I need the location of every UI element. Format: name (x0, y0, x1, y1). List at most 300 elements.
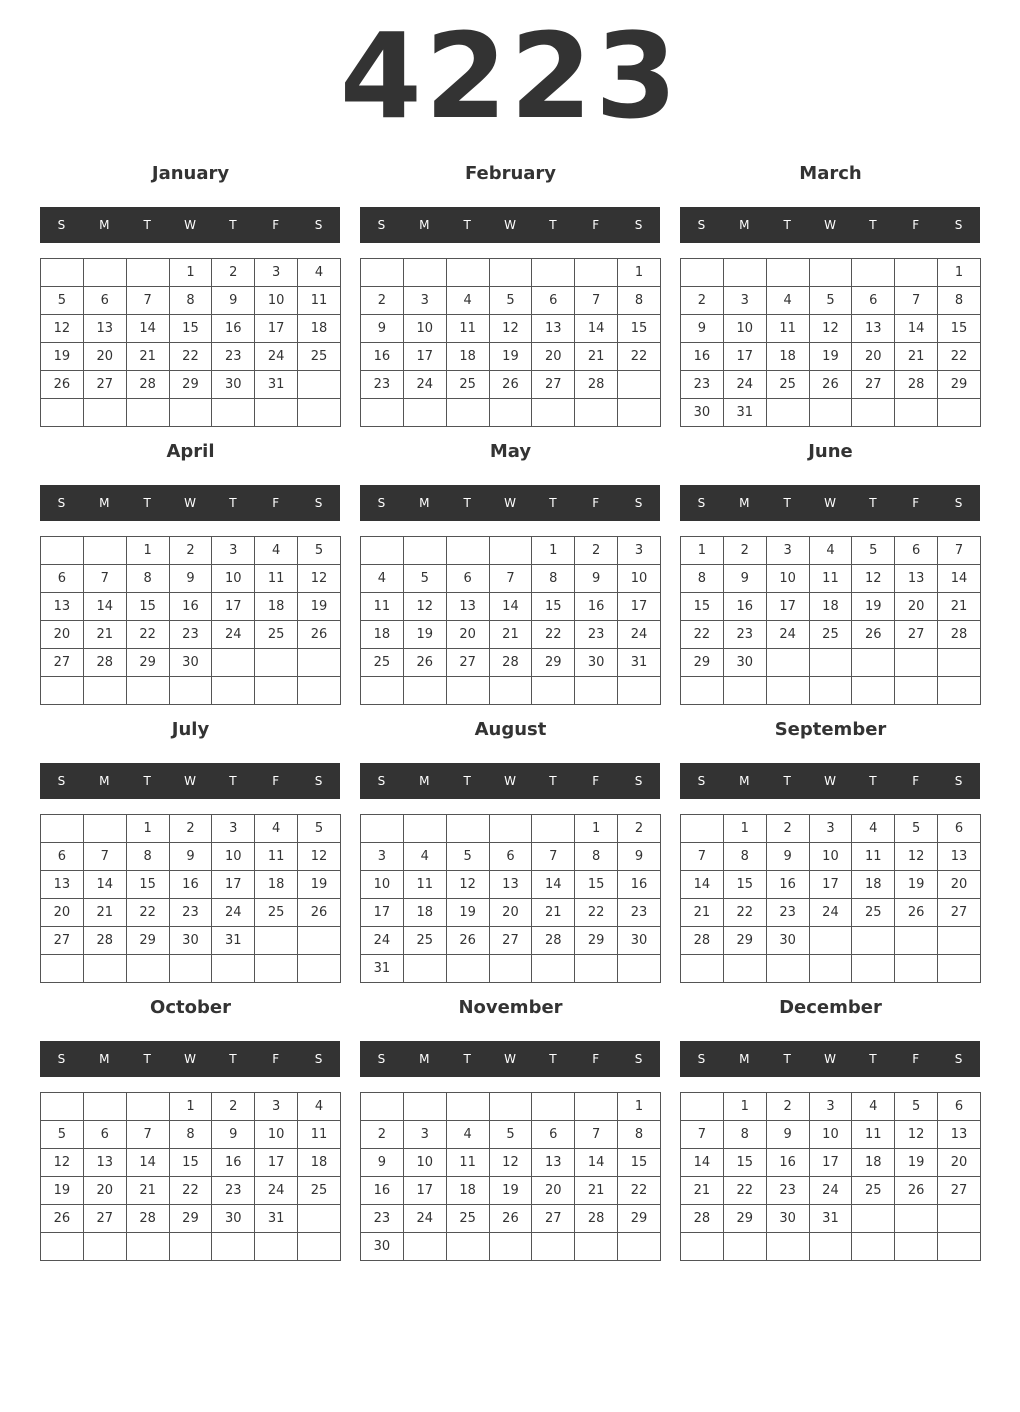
day-cell: 17 (361, 899, 404, 927)
week-row (41, 1205, 341, 1233)
weekday-label: T (229, 496, 237, 510)
day-cell: 27 (852, 371, 895, 399)
week-row (41, 1177, 341, 1205)
month-name: August (474, 719, 547, 740)
empty-day-cell (41, 815, 84, 843)
week-row (41, 899, 341, 927)
weekday-label: W (184, 218, 196, 232)
week-row (361, 677, 661, 705)
day-cell: 11 (809, 565, 852, 593)
day-cell: 9 (361, 1149, 404, 1177)
weekday-label: M (739, 1052, 750, 1066)
weekday-label: M (99, 1052, 110, 1066)
day-cell: 10 (809, 1121, 852, 1149)
year-title: 4223 (339, 7, 681, 145)
empty-day-cell (298, 399, 341, 427)
weekday-label: S (377, 1052, 386, 1066)
day-cell: 27 (938, 1177, 981, 1205)
weekday-label: S (377, 218, 386, 232)
empty-day-cell (361, 537, 404, 565)
day-cell: 30 (766, 1205, 809, 1233)
week-row (41, 843, 341, 871)
day-cell: 15 (723, 1149, 766, 1177)
day-cell: 2 (169, 815, 212, 843)
day-cell: 5 (41, 1121, 84, 1149)
day-cell: 28 (681, 1205, 724, 1233)
day-cell: 23 (212, 1177, 255, 1205)
empty-day-cell (83, 1233, 126, 1261)
empty-day-cell (766, 677, 809, 705)
week-row (41, 815, 341, 843)
day-cell: 14 (575, 1149, 618, 1177)
weekday-label: S (697, 218, 706, 232)
day-cell: 1 (618, 259, 661, 287)
empty-day-cell (446, 815, 489, 843)
weekday-header (40, 1041, 340, 1077)
week-row (361, 287, 661, 315)
empty-day-cell (41, 1093, 84, 1121)
empty-day-cell (723, 955, 766, 983)
day-cell: 12 (895, 843, 938, 871)
day-cell: 20 (532, 343, 575, 371)
empty-day-cell (532, 259, 575, 287)
day-cell: 13 (83, 1149, 126, 1177)
weekday-label: W (184, 774, 196, 788)
day-cell: 11 (446, 315, 489, 343)
day-cell: 20 (83, 1177, 126, 1205)
weekday-label: T (869, 774, 877, 788)
weekday-label: M (419, 1052, 430, 1066)
week-row (681, 927, 981, 955)
empty-day-cell (361, 259, 404, 287)
month-name: October (150, 997, 231, 1018)
day-cell: 2 (766, 815, 809, 843)
weekday-label: S (314, 218, 323, 232)
day-cell: 7 (83, 843, 126, 871)
empty-day-cell (575, 677, 618, 705)
weekday-label: T (869, 496, 877, 510)
day-cell: 21 (575, 343, 618, 371)
weekday-label: T (143, 496, 151, 510)
day-cell: 25 (446, 371, 489, 399)
day-cell: 4 (852, 1093, 895, 1121)
day-cell: 20 (938, 871, 981, 899)
day-cell: 17 (255, 315, 298, 343)
weekday-header (360, 763, 660, 799)
empty-day-cell (126, 1093, 169, 1121)
weekday-label: T (869, 218, 877, 232)
day-cell: 28 (938, 621, 981, 649)
day-cell: 28 (83, 649, 126, 677)
empty-day-cell (809, 927, 852, 955)
day-cell: 1 (532, 537, 575, 565)
day-cell: 6 (532, 287, 575, 315)
empty-day-cell (809, 399, 852, 427)
empty-day-cell (41, 259, 84, 287)
empty-day-cell (489, 537, 532, 565)
day-cell: 5 (298, 537, 341, 565)
weekday-label: M (99, 774, 110, 788)
empty-day-cell (298, 677, 341, 705)
empty-day-cell (446, 1233, 489, 1261)
day-cell: 26 (41, 1205, 84, 1233)
day-cell: 14 (895, 315, 938, 343)
day-cell: 9 (681, 315, 724, 343)
day-cell: 9 (618, 843, 661, 871)
day-cell: 23 (681, 371, 724, 399)
day-cell: 3 (361, 843, 404, 871)
empty-day-cell (298, 1205, 341, 1233)
empty-day-cell (766, 1233, 809, 1261)
day-cell: 14 (532, 871, 575, 899)
month-name: April (166, 441, 215, 462)
day-cell: 31 (809, 1205, 852, 1233)
day-cell: 30 (766, 927, 809, 955)
empty-day-cell (852, 955, 895, 983)
empty-day-cell (809, 955, 852, 983)
day-cell: 24 (618, 621, 661, 649)
weekday-label: M (419, 774, 430, 788)
weekday-label: S (954, 218, 963, 232)
empty-day-cell (361, 677, 404, 705)
day-cell: 9 (575, 565, 618, 593)
day-cell: 22 (938, 343, 981, 371)
day-cell: 2 (723, 537, 766, 565)
day-cell: 10 (212, 843, 255, 871)
empty-day-cell (618, 955, 661, 983)
week-row (41, 371, 341, 399)
empty-day-cell (446, 955, 489, 983)
empty-day-cell (532, 815, 575, 843)
weekday-label: F (272, 496, 280, 510)
weekday-header (40, 763, 340, 799)
day-cell: 26 (489, 1205, 532, 1233)
day-cell: 25 (809, 621, 852, 649)
day-cell: 25 (852, 899, 895, 927)
empty-day-cell (446, 537, 489, 565)
day-cell: 10 (618, 565, 661, 593)
day-cell: 29 (723, 1205, 766, 1233)
empty-day-cell (681, 955, 724, 983)
day-cell: 4 (298, 1093, 341, 1121)
empty-day-cell (809, 649, 852, 677)
empty-day-cell (809, 677, 852, 705)
empty-day-cell (809, 259, 852, 287)
day-cell: 10 (766, 565, 809, 593)
day-cell: 15 (169, 1149, 212, 1177)
week-row (681, 343, 981, 371)
week-row (41, 1233, 341, 1261)
weekday-label: S (57, 496, 66, 510)
day-cell: 16 (575, 593, 618, 621)
week-row (681, 899, 981, 927)
weekday-label: S (954, 496, 963, 510)
week-row (41, 399, 341, 427)
day-grid (40, 258, 341, 427)
empty-day-cell (895, 677, 938, 705)
empty-day-cell (126, 677, 169, 705)
week-row (41, 259, 341, 287)
day-cell: 6 (852, 287, 895, 315)
weekday-label: F (592, 1052, 600, 1066)
week-row (681, 287, 981, 315)
day-cell: 16 (723, 593, 766, 621)
week-row (361, 955, 661, 983)
empty-day-cell (83, 1093, 126, 1121)
day-cell: 18 (852, 871, 895, 899)
day-cell: 4 (446, 1121, 489, 1149)
month-name: June (808, 441, 853, 462)
empty-day-cell (41, 399, 84, 427)
empty-day-cell (83, 259, 126, 287)
day-cell: 3 (766, 537, 809, 565)
day-cell: 30 (575, 649, 618, 677)
weekday-label: T (143, 774, 151, 788)
weekday-label: T (783, 1052, 791, 1066)
weekday-label: W (824, 774, 836, 788)
weekday-header (360, 207, 660, 243)
day-cell: 17 (618, 593, 661, 621)
day-cell: 27 (938, 899, 981, 927)
weekday-header (680, 763, 980, 799)
day-cell: 14 (489, 593, 532, 621)
empty-day-cell (126, 1233, 169, 1261)
day-cell: 24 (766, 621, 809, 649)
day-cell: 9 (169, 843, 212, 871)
day-cell: 9 (169, 565, 212, 593)
day-cell: 9 (766, 1121, 809, 1149)
day-cell: 11 (766, 315, 809, 343)
week-row (361, 371, 661, 399)
weekday-label: W (504, 1052, 516, 1066)
week-row (361, 843, 661, 871)
week-row (41, 315, 341, 343)
empty-day-cell (681, 677, 724, 705)
month-name: September (774, 719, 887, 740)
empty-day-cell (403, 815, 446, 843)
day-cell: 3 (212, 815, 255, 843)
day-cell: 24 (403, 371, 446, 399)
day-cell: 4 (852, 815, 895, 843)
week-row (361, 649, 661, 677)
day-cell: 16 (618, 871, 661, 899)
day-cell: 13 (938, 1121, 981, 1149)
day-cell: 30 (723, 649, 766, 677)
day-cell: 1 (723, 815, 766, 843)
day-cell: 15 (618, 315, 661, 343)
empty-day-cell (852, 649, 895, 677)
day-cell: 27 (532, 371, 575, 399)
weekday-label: M (419, 218, 430, 232)
empty-day-cell (169, 677, 212, 705)
day-cell: 13 (489, 871, 532, 899)
day-cell: 28 (575, 1205, 618, 1233)
day-cell: 29 (126, 649, 169, 677)
weekday-label: S (697, 774, 706, 788)
day-cell: 7 (895, 287, 938, 315)
empty-day-cell (895, 649, 938, 677)
day-cell: 19 (895, 871, 938, 899)
day-cell: 5 (895, 1093, 938, 1121)
empty-day-cell (852, 677, 895, 705)
day-cell: 4 (361, 565, 404, 593)
day-cell: 21 (532, 899, 575, 927)
day-cell: 21 (938, 593, 981, 621)
day-cell: 3 (618, 537, 661, 565)
week-row (41, 677, 341, 705)
day-cell: 22 (618, 343, 661, 371)
day-cell: 22 (126, 621, 169, 649)
day-cell: 28 (126, 371, 169, 399)
weekday-label: F (912, 1052, 920, 1066)
empty-day-cell (852, 399, 895, 427)
weekday-label: F (592, 496, 600, 510)
empty-day-cell (169, 1233, 212, 1261)
day-cell: 10 (361, 871, 404, 899)
weekday-label: F (272, 218, 280, 232)
day-cell: 7 (938, 537, 981, 565)
empty-day-cell (212, 955, 255, 983)
day-cell: 6 (83, 287, 126, 315)
month-name: July (171, 719, 210, 740)
day-cell: 26 (852, 621, 895, 649)
weekday-label: T (143, 218, 151, 232)
day-cell: 27 (532, 1205, 575, 1233)
day-cell: 12 (446, 871, 489, 899)
day-cell: 16 (169, 871, 212, 899)
day-cell: 10 (403, 1149, 446, 1177)
empty-day-cell (403, 399, 446, 427)
day-cell: 19 (298, 871, 341, 899)
day-cell: 2 (618, 815, 661, 843)
empty-day-cell (41, 537, 84, 565)
empty-day-cell (169, 399, 212, 427)
week-row (681, 1093, 981, 1121)
empty-day-cell (403, 1233, 446, 1261)
day-cell: 2 (361, 1121, 404, 1149)
day-cell: 13 (938, 843, 981, 871)
day-cell: 29 (618, 1205, 661, 1233)
empty-day-cell (255, 399, 298, 427)
week-row (361, 315, 661, 343)
weekday-label: S (314, 496, 323, 510)
day-cell: 26 (809, 371, 852, 399)
empty-day-cell (938, 955, 981, 983)
day-cell: 14 (938, 565, 981, 593)
day-cell: 23 (766, 899, 809, 927)
empty-day-cell (532, 1233, 575, 1261)
empty-day-cell (895, 399, 938, 427)
empty-day-cell (403, 537, 446, 565)
day-cell: 6 (446, 565, 489, 593)
empty-day-cell (126, 955, 169, 983)
week-row (361, 1205, 661, 1233)
weekday-label: S (697, 1052, 706, 1066)
day-cell: 18 (255, 871, 298, 899)
weekday-label: T (783, 496, 791, 510)
day-cell: 26 (895, 1177, 938, 1205)
day-cell: 29 (681, 649, 724, 677)
day-cell: 30 (361, 1233, 404, 1261)
weekday-header (360, 485, 660, 521)
empty-day-cell (212, 649, 255, 677)
day-cell: 30 (212, 371, 255, 399)
empty-day-cell (723, 1233, 766, 1261)
day-cell: 13 (41, 593, 84, 621)
empty-day-cell (938, 399, 981, 427)
week-row (681, 315, 981, 343)
day-cell: 5 (298, 815, 341, 843)
day-cell: 24 (809, 899, 852, 927)
weekday-label: T (463, 496, 471, 510)
week-row (361, 1149, 661, 1177)
day-cell: 11 (403, 871, 446, 899)
day-cell: 17 (212, 871, 255, 899)
weekday-label: T (229, 1052, 237, 1066)
day-cell: 1 (169, 259, 212, 287)
empty-day-cell (938, 927, 981, 955)
day-cell: 8 (532, 565, 575, 593)
day-cell: 25 (361, 649, 404, 677)
day-cell: 7 (575, 1121, 618, 1149)
day-cell: 25 (403, 927, 446, 955)
day-cell: 13 (446, 593, 489, 621)
week-row (681, 871, 981, 899)
day-cell: 27 (446, 649, 489, 677)
day-cell: 22 (169, 1177, 212, 1205)
day-cell: 29 (169, 371, 212, 399)
day-cell: 7 (489, 565, 532, 593)
empty-day-cell (212, 1233, 255, 1261)
day-cell: 21 (575, 1177, 618, 1205)
day-cell: 18 (403, 899, 446, 927)
day-cell: 7 (681, 1121, 724, 1149)
day-cell: 26 (41, 371, 84, 399)
weekday-label: T (463, 218, 471, 232)
day-cell: 17 (723, 343, 766, 371)
day-cell: 30 (212, 1205, 255, 1233)
day-cell: 30 (169, 927, 212, 955)
weekday-label: F (592, 218, 600, 232)
empty-day-cell (575, 1093, 618, 1121)
day-cell: 19 (403, 621, 446, 649)
day-cell: 24 (212, 621, 255, 649)
empty-day-cell (255, 955, 298, 983)
day-cell: 12 (809, 315, 852, 343)
week-row (361, 593, 661, 621)
day-cell: 29 (126, 927, 169, 955)
empty-day-cell (852, 1205, 895, 1233)
day-cell: 21 (83, 621, 126, 649)
day-grid (40, 814, 341, 983)
day-cell: 24 (723, 371, 766, 399)
week-row (41, 649, 341, 677)
day-cell: 28 (575, 371, 618, 399)
empty-day-cell (766, 649, 809, 677)
day-cell: 6 (532, 1121, 575, 1149)
day-cell: 31 (361, 955, 404, 983)
week-row (361, 537, 661, 565)
weekday-header (680, 1041, 980, 1077)
day-cell: 16 (212, 315, 255, 343)
day-cell: 10 (255, 1121, 298, 1149)
week-row (361, 343, 661, 371)
day-cell: 5 (852, 537, 895, 565)
empty-day-cell (618, 1233, 661, 1261)
day-cell: 1 (618, 1093, 661, 1121)
day-cell: 9 (212, 1121, 255, 1149)
day-cell: 4 (766, 287, 809, 315)
